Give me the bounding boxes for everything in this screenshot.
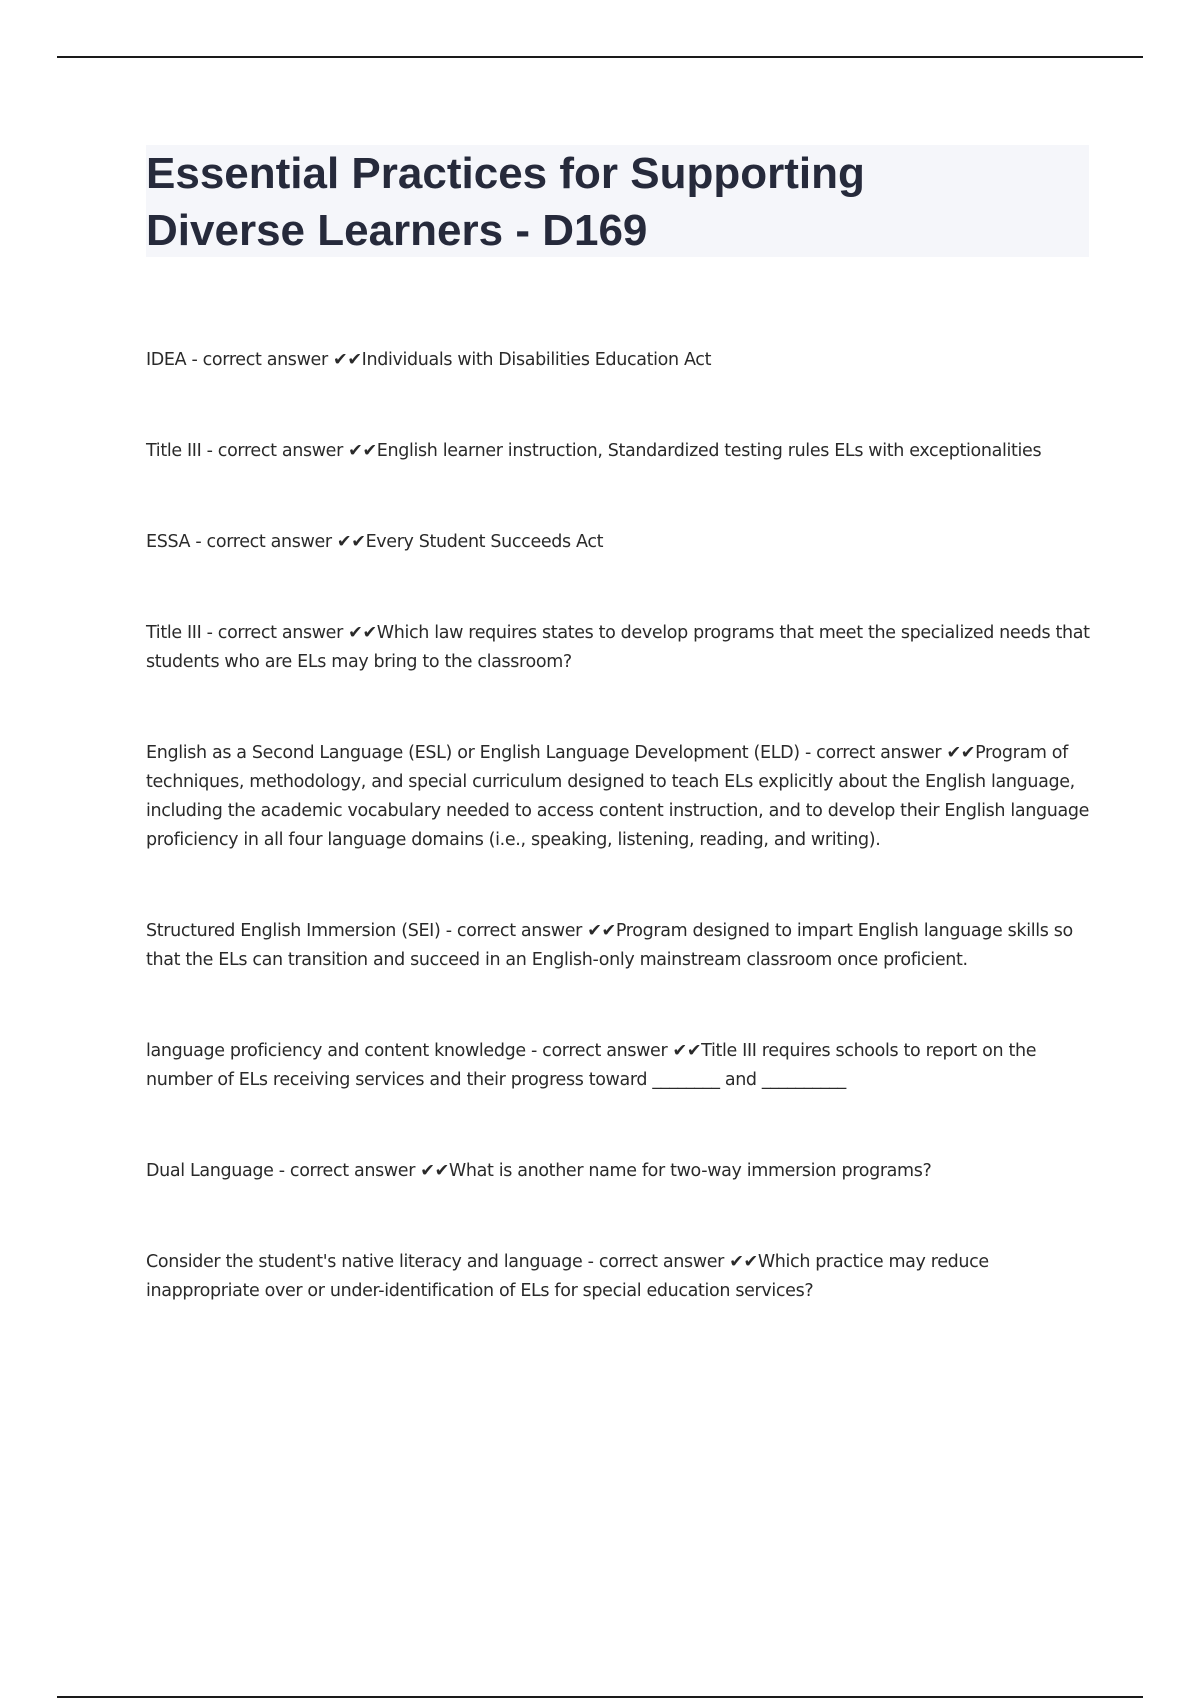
qa-item <box>146 1037 1091 1095</box>
checkmark-icon: ✔✔ <box>587 921 616 941</box>
qa-answer: English learner instruction, Standardized testing rules ELs with exceptionalities <box>376 441 1042 461</box>
checkmark-icon: ✔✔ <box>336 532 366 552</box>
qa-answer: Program of techniques, methodology, and special curriculum designed to teach ELs explicitly about the English language, including the academic vocabulary needed to access content instruction, and to develop their English language proficiency in all four language domains (i.e., speaking, listening, reading, and writing). <box>146 743 1090 850</box>
qa-answer: Program designed to impart English language skills so that the ELs can transition and succeed in an English-only mainstream classroom once proficient. <box>146 921 1073 970</box>
qa-answer: Individuals with Disabilities Education Act <box>361 350 712 370</box>
qa-separator: - correct answer <box>525 1041 673 1061</box>
qa-item <box>146 346 1091 375</box>
qa-separator: - correct answer <box>186 350 334 370</box>
qa-term: Consider the student's native literacy and language <box>146 1252 583 1272</box>
checkmark-icon: ✔✔ <box>729 1252 758 1272</box>
qa-separator: - correct answer <box>582 1252 730 1272</box>
top-rule <box>57 56 1143 58</box>
checkmark-icon: ✔✔ <box>348 441 377 461</box>
qa-item <box>146 619 1091 677</box>
qa-answer: Which law requires states to develop programs that meet the specialized needs that students who are ELs may bring to the classroom? <box>146 623 1090 672</box>
checkmark-icon: ✔✔ <box>348 623 377 643</box>
checkmark-icon: ✔✔ <box>420 1161 449 1181</box>
qa-term: Title III <box>146 441 202 461</box>
checkmark-icon: ✔✔ <box>333 350 362 370</box>
qa-item <box>146 1248 1091 1306</box>
title-box <box>146 145 1089 257</box>
checkmark-icon: ✔✔ <box>946 743 976 763</box>
qa-separator: - correct answer <box>190 532 337 552</box>
qa-answer: Every Student Succeeds Act <box>365 532 604 552</box>
qa-answer: What is another name for two-way immersion programs? <box>448 1161 932 1181</box>
qa-term: Structured English Immersion (SEI) <box>146 921 441 941</box>
document-title: Essential Practices for Supporting Diverse Learners - D169 <box>146 149 865 255</box>
qa-item <box>146 1157 1091 1186</box>
qa-answer: Which practice may reduce inappropriate over or under-identification of ELs for special education services? <box>146 1252 989 1301</box>
qa-term: IDEA <box>146 350 187 370</box>
qa-separator: - correct answer <box>201 623 349 643</box>
qa-term: Dual Language <box>146 1161 274 1181</box>
qa-term: Title III <box>146 623 202 643</box>
qa-list <box>146 346 1091 1306</box>
checkmark-icon: ✔✔ <box>672 1041 702 1061</box>
qa-term: English as a Second Language (ESL) or English Language Development (ELD) <box>146 743 800 763</box>
qa-term: ESSA <box>146 532 191 552</box>
qa-separator: - correct answer <box>273 1161 421 1181</box>
qa-answer: Title III requires schools to report on the number of ELs receiving services and their progress toward ________ and __________ <box>146 1041 1037 1090</box>
qa-item <box>146 739 1091 855</box>
qa-item <box>146 437 1091 466</box>
qa-separator: - correct answer <box>440 921 588 941</box>
qa-separator: - correct answer <box>201 441 349 461</box>
bottom-rule <box>57 1696 1143 1698</box>
qa-item <box>146 528 1091 557</box>
qa-term: language proficiency and content knowledge <box>146 1041 526 1061</box>
qa-item <box>146 917 1091 975</box>
qa-separator: - correct answer <box>799 743 947 763</box>
